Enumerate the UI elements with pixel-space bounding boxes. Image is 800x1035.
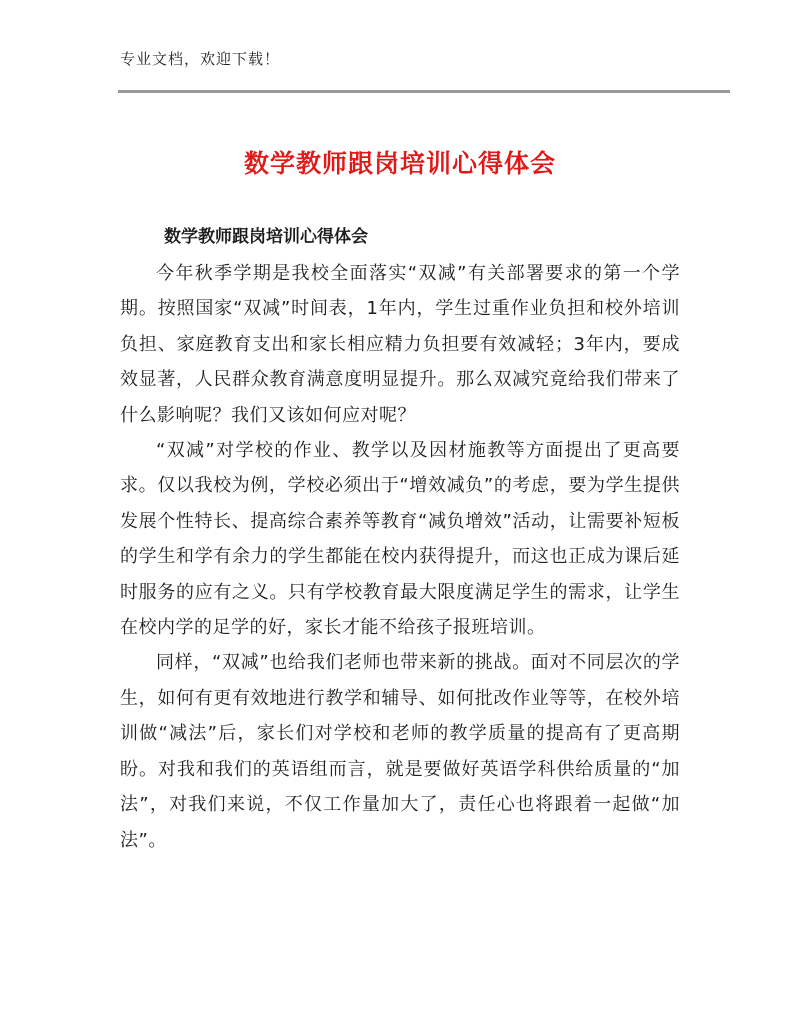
header-divider <box>118 90 730 93</box>
paragraph-1: 今年秋季学期是我校全面落实“双减”有关部署要求的第一个学期。按照国家“双减”时间表，1年内，学生过重作业负担和校外培训负担、家庭教育支出和家长相应精力负担要有效减轻；3年内，要成效显著，人民群众教育满意度明显提升。那么双减究竟给我们带来了什么影响呢？我们又该如何应对呢？ <box>120 263 680 426</box>
document-title: 数学教师跟岗培训心得体会 <box>243 149 556 178</box>
document-body <box>120 256 680 858</box>
header-note: 专业文档，欢迎下载！ <box>120 50 281 68</box>
paragraph-3: 同样，“双减”也给我们老师也带来新的挑战。面对不同层次的学生，如何有更有效地进行教学和辅导、如何批改作业等等，在校外培训做“减法”后，家长们对学校和老师的教学质量的提高有了更高期盼。对我和我们的英语组而言，就是要做好英语学科供给质量的“加法”，对我们来说，不仅工作量加大了，责任心也将跟着一起做“加法”。 <box>120 652 680 851</box>
document-subtitle: 数学教师跟岗培训心得体会 <box>164 227 368 247</box>
paragraph-2: “双减”对学校的作业、教学以及因材施教等方面提出了更高要求。仅以我校为例，学校必须出于“增效减负”的考虑，要为学生提供发展个性特长、提高综合素养等教育“减负增效”活动，让需要补短板的学生和学有余力的学生都能在校内获得提升，而这也正成为课后延时服务的应有之义。只有学校教育最大限度满足学生的需求，让学生在校内学的足学的好，家长才能不给孩子报班培训。 <box>120 440 680 639</box>
